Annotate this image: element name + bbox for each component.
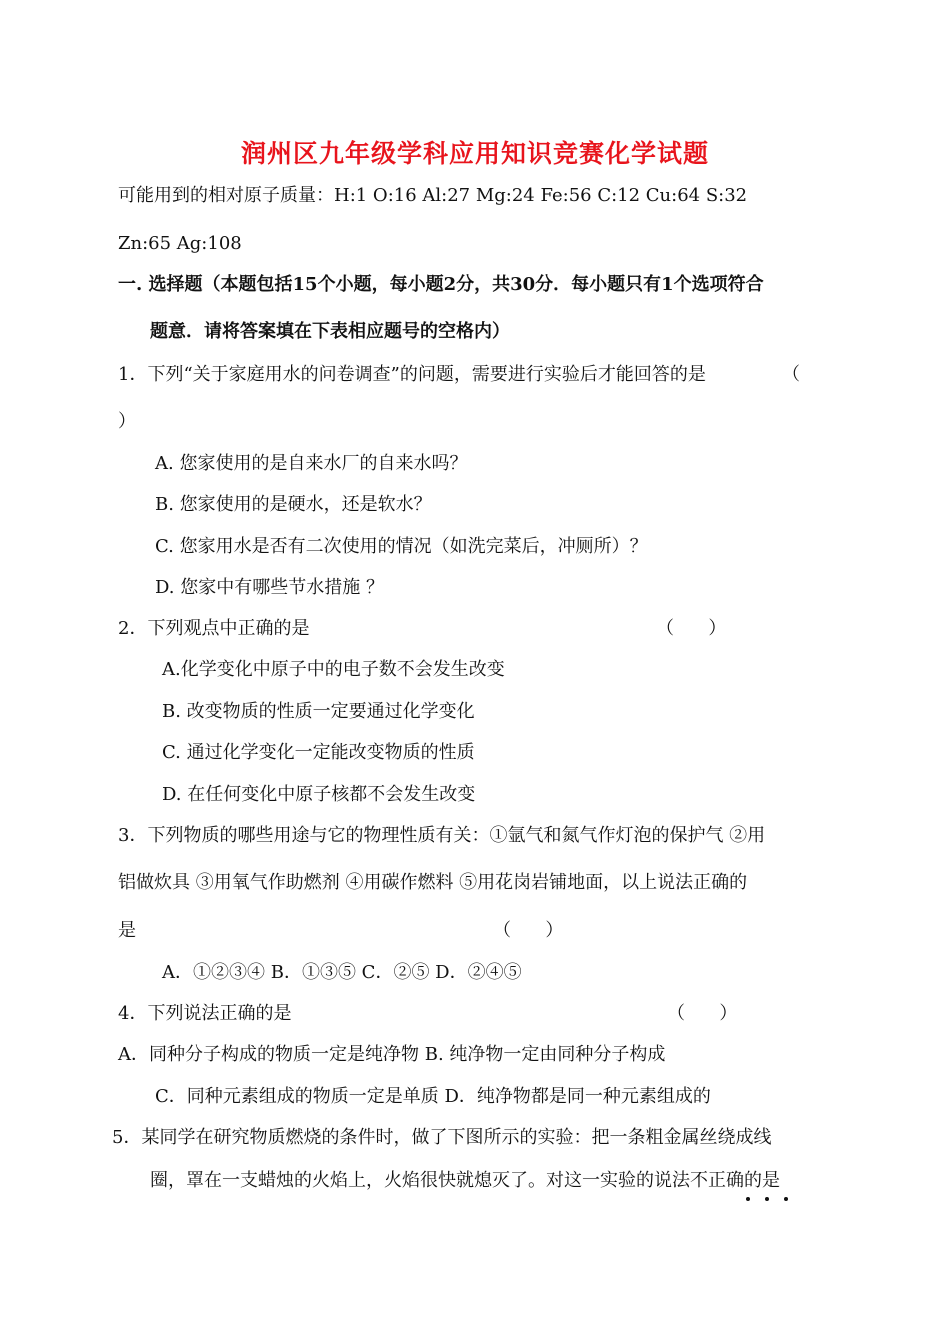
question-3-line-1: 3．下列物质的哪些用途与它的物理性质有关：①氩气和氮气作灯泡的保护气 ②用 (118, 825, 766, 846)
question-5-line-1: 5．某同学在研究物质燃烧的条件时，做了下图所示的实验：把一条粗金属丝绕成线 (112, 1127, 772, 1148)
atomic-mass-line-1: 可能用到的相对原子质量：H:1 O:16 Al:27 Mg:24 Fe:56 C:12 Cu:64 S:32 (118, 185, 748, 206)
question-3-answer-paren: （ ） (493, 920, 564, 941)
atomic-mass-line-2: Zn:65 Ag:108 (118, 233, 242, 254)
question-1-option-b: B. 您家使用的是硬水，还是软水？ (155, 494, 432, 515)
question-4-stem: 4．下列说法正确的是 (118, 1003, 292, 1024)
question-4-answer-paren: （ ） (667, 1003, 738, 1024)
question-3-line-3: 是 (118, 920, 136, 941)
question-3-options: A．①②③④ B．①③⑤ C．②⑤ D．②④⑤ (162, 962, 522, 983)
section-heading-line-1: 一. 选择题（本题包括15个小题，每小题2分，共30分．每小题只有1个选项符合 (118, 274, 764, 295)
question-2-answer-paren: （ ） (656, 618, 727, 639)
question-1-answer-paren-close: ） (118, 411, 136, 432)
question-3-line-2: 铝做炊具 ③用氧气作助燃剂 ④用碳作燃料 ⑤用花岗岩铺地面，以上说法正确的 (118, 872, 748, 893)
emphasis-dot (784, 1197, 788, 1201)
question-1-stem: 1．下列“关于家庭用水的问卷调查”的问题，需要进行实验后才能回答的是 (118, 364, 706, 385)
question-4-options-line-1: A．同种分子构成的物质一定是纯净物 B. 纯净物一定由同种分子构成 (118, 1044, 666, 1065)
question-2-option-b: B. 改变物质的性质一定要通过化学变化 (162, 701, 475, 722)
question-2-option-c: C. 通过化学变化一定能改变物质的性质 (162, 742, 475, 763)
page-title: 润州区九年级学科应用知识竞赛化学试题 (240, 139, 709, 168)
emphasis-dot (746, 1197, 750, 1201)
question-4-options-line-2: C．同种元素组成的物质一定是单质 D．纯净物都是同一种元素组成的 (155, 1086, 711, 1107)
question-1-option-d: D. 您家中有哪些节水措施 ？ (155, 577, 384, 598)
question-1-option-a: A. 您家使用的是自来水厂的自来水吗？ (155, 453, 468, 474)
question-1-answer-paren-open: （ (782, 364, 800, 385)
question-5-line-2: 圈，罩在一支蜡烛的火焰上，火焰很快就熄灭了。对这一实验的说法不正确的是 (150, 1170, 780, 1191)
emphasis-dot (765, 1197, 769, 1201)
question-1-option-c: C. 您家用水是否有二次使用的情况（如洗完菜后，冲厕所）？ (155, 536, 648, 557)
question-2-option-a: A.化学变化中原子中的电子数不会发生改变 (162, 659, 505, 680)
question-2-option-d: D. 在任何变化中原子核都不会发生改变 (162, 784, 476, 805)
section-heading-line-2: 题意．请将答案填在下表相应题号的空格内） (150, 321, 510, 342)
question-2-stem: 2．下列观点中正确的是 (118, 618, 310, 639)
